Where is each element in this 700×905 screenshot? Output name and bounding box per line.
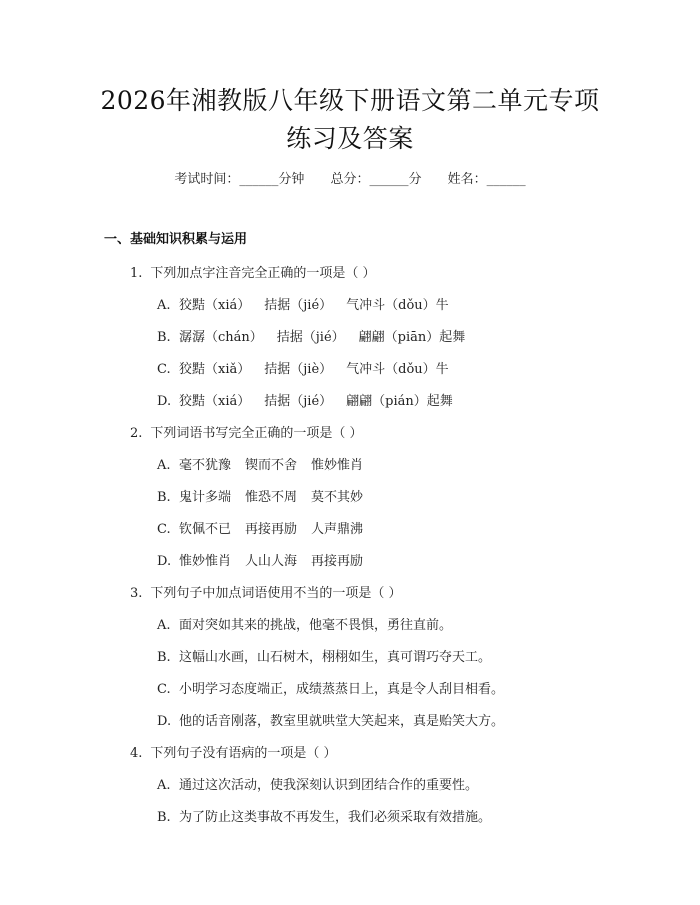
option-item: 人山人海 [245,554,298,569]
option-letter: A. [157,778,171,793]
question-number: 2. [130,426,143,441]
question-2-option-a [157,454,377,473]
option-item: 拮据（jiè） [264,362,333,377]
exam-time: 考试时间：______分钟 [174,172,305,187]
option-item: 拮据（jié） [264,394,333,409]
question-3-option-d [157,710,504,729]
question-number: 1. [130,266,143,281]
exam-meta [0,168,700,187]
question-1 [130,262,376,281]
option-letter: A. [157,298,171,313]
option-item: 拮据（jié） [276,330,345,345]
option-letter: A. [157,458,171,473]
option-item: 面对突如其来的挑战，他毫不畏惧，勇往直前。 [179,618,453,633]
option-letter: B. [157,810,171,825]
question-3 [130,582,402,601]
question-2 [130,422,363,441]
option-letter: A. [157,618,171,633]
option-item: 毫不犹豫 [179,458,232,473]
question-1-option-d [157,390,467,409]
question-4-option-a [157,774,478,793]
exam-total-score: 总分：______分 [330,172,422,187]
option-letter: D. [157,554,172,569]
option-item: 狡黠（xiǎ） [179,362,251,377]
question-3-option-c [157,678,504,697]
title-line-2: 练习及答案 [286,124,414,153]
question-2-option-d [157,550,377,569]
question-1-option-c [157,358,463,377]
option-item: 人声鼎沸 [311,522,364,537]
option-item: 通过这次活动，使我深刻认识到团结合作的重要性。 [179,778,479,793]
option-letter: C. [157,362,171,377]
option-letter: D. [157,394,172,409]
option-item: 莫不其妙 [311,490,364,505]
question-stem: 下列句子没有语病的一项是（ ） [150,746,337,761]
question-2-option-c [157,518,377,537]
option-item: 再接再励 [245,522,298,537]
option-item: 为了防止这类事故不再发生，我们必须采取有效措施。 [179,810,492,825]
document-title [0,82,700,158]
question-number: 3. [130,586,143,601]
option-item: 翩翩（piān）起舞 [358,330,466,345]
option-item: 气冲斗（dǒu）牛 [346,362,449,377]
option-item: 气冲斗（dǒu）牛 [346,298,449,313]
option-item: 锲而不舍 [245,458,298,473]
option-letter: B. [157,330,171,345]
title-line-1: 2026年湘教版八年级下册语文第二单元专项 [100,86,600,115]
option-letter: C. [157,682,171,697]
question-4 [130,742,337,761]
question-stem: 下列句子中加点词语使用不当的一项是（ ） [150,586,402,601]
question-1-option-a [157,294,463,313]
option-item: 再接再励 [311,554,364,569]
option-item: 钦佩不已 [179,522,232,537]
option-item: 惟恐不周 [245,490,298,505]
question-3-option-a [157,614,452,633]
option-item: 这幅山水画，山石树木，栩栩如生，真可谓巧夺天工。 [179,650,492,665]
option-letter: C. [157,522,171,537]
student-name: 姓名：______ [447,172,526,187]
question-4-option-b [157,806,491,825]
option-letter: B. [157,650,171,665]
option-item: 潺潺（chán） [179,330,263,345]
option-item: 翩翩（pián）起舞 [346,394,453,409]
option-item: 狡黠（xiá） [179,298,251,313]
question-3-option-b [157,646,491,665]
question-stem: 下列词语书写完全正确的一项是（ ） [150,426,363,441]
option-item: 他的话音刚落，教室里就哄堂大笑起来，真是贻笑大方。 [179,714,505,729]
option-item: 狡黠（xiá） [179,394,251,409]
option-item: 惟妙惟肖 [179,554,232,569]
option-item: 惟妙惟肖 [311,458,364,473]
question-1-option-b [157,326,479,345]
option-letter: B. [157,490,171,505]
question-stem: 下列加点字注音完全正确的一项是（ ） [150,266,376,281]
option-item: 鬼计多端 [179,490,232,505]
option-letter: D. [157,714,172,729]
question-2-option-b [157,486,377,505]
section-heading: 一、基础知识积累与运用 [104,232,248,247]
question-number: 4. [130,746,143,761]
option-item: 小明学习态度端正，成绩蒸蒸日上，真是令人刮目相看。 [179,682,505,697]
option-item: 拮据（jié） [264,298,333,313]
